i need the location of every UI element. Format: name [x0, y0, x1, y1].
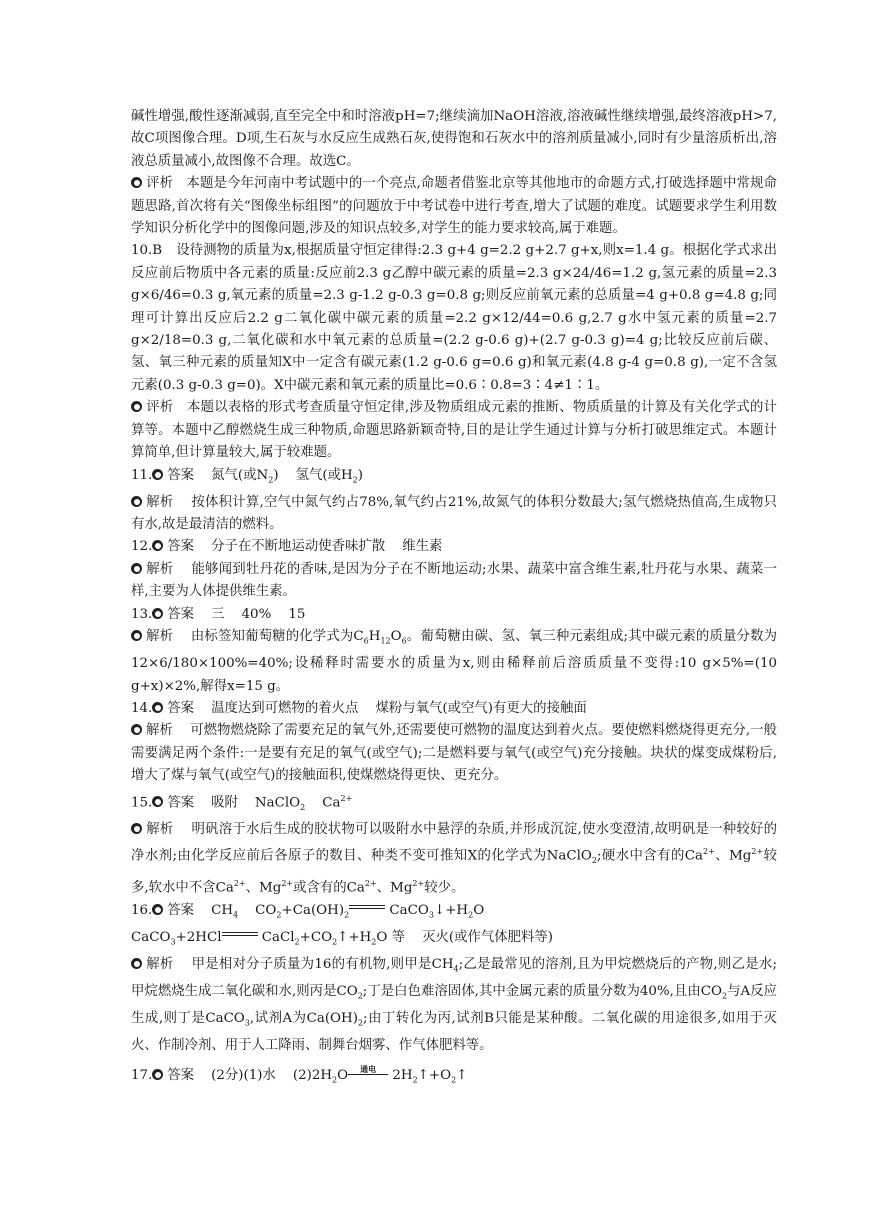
marker-icon [152, 702, 163, 713]
question-14-answer: 14. 答案 温度达到可燃物的着火点 煤粉与氧气(或空气)有更大的接触面 [131, 700, 587, 716]
question-12-answer: 12. 答案 分子在不断地运动使香味扩散 维生素 [131, 539, 443, 555]
question-12-analysis: 解析 能够闻到牡丹花的香味,是因为分子在不断地运动;水果、蔬菜中富含维生素,牡丹花与水果、蔬菜一样,主要为人体提供维生素。 [131, 561, 778, 600]
marker-icon [152, 540, 163, 551]
question-14-analysis: 解析 可燃物燃烧除了需要充足的氧气外,还需要使可燃物的温度达到着火点。要使燃料燃烧得更充分,一般需要满足两个条件:一是要有充足的氧气(或空气);二是燃料要与氧气(或空气)充分接触。块状的煤变成煤粉后,增大了煤与氧气(或空气)的接触面积,使煤燃烧得更快、更充分。 [131, 723, 778, 784]
question-16-answer: 16. 答案 $CH_4$ $CO_2+Ca(OH)_2$ $CaCO_3↓+H_2O$ CaCO$_3$+2HCl $CaCl_2+CO_2↑+H_2O$ 等 灭火(或作气体肥料等) [131, 902, 554, 947]
question-13-answer: 13. 答案 三 40% 15 [131, 606, 306, 622]
marker-icon [152, 608, 163, 619]
marker-icon [131, 563, 142, 574]
marker-icon [152, 469, 163, 480]
review-2: 评析 本题以表格的形式考查质量守恒定律,涉及物质组成元素的推断、物质质量的计算及有关化学式的计算等。本题中乙醇燃烧生成三种物质,命题思路新颖奇特,目的是让学生通过计算与分析打破思维定式。本题计算简单,但计算量较大,属于较难题。 [131, 400, 777, 461]
reaction-arrow: 通电 [348, 1066, 388, 1080]
equals-sign-icon [222, 930, 258, 940]
question-11-answer: 11. 答案 氮气(或$N_2$) 氢气(或$H_2$) [131, 467, 363, 485]
question-10: 10.B 设待测物的质量为x,根据质量守恒定律得:2.3 g+4 g=2.2 g+2.7 g+x,则x=1.4 g。根据化学式求出反应前后物质中各元素的质量:反应前2.3 g乙醇中碳元素的质量=2.3 g×24/46=1.2 g,氢元素的质量=2.3 g×6/46=0.3 g,氧元素的质量=2.3 g-1.2 g-0.3 g=0.8 g;则反应前氧元素的总质量=4 g+0.8 g=4.8 g;同理可计算出反应后2.2 g二氧化碳中碳元素的质量=2.2 g×12/44=0.6 g,2.7 g水中氢元素的质量=2.7 g×2/18=0.3 g,二氧化碳和水中氧元素的总质量=(2.2 g-0.6 g)+(2.7 g-0.3 g)=4 g;比较反应前后碳、氢、氧三种元素的质量知X中一定含有碳元素(1.2 g-0.6 g=0.6 g)和氧元素(4.8 g-4 g=0.8 g),一定不含氢元素(0.3 g-0.3 g=0)。X中碳元素和氧元素的质量比=0.6∶0.8=3∶4≠1∶1。 [131, 243, 777, 393]
question-15-analysis: 解析 明矾溶于水后生成的胶状物可以吸附水中悬浮的杂质,并形成沉淀,使水变澄清,故明矾是一种较好的净水剂;由化学反应前后各原子的数目、种类不变可推知X的化学式为NaClO$_2$;硬水中含有的$Ca^{2+}$、$Mg^{2+}$较多,软水中不含$Ca^{2+}$、$Mg^{2+}$或含有的$Ca^{2+}$、$Mg^{2+}$较少。 [131, 822, 777, 896]
marker-icon [152, 796, 163, 807]
marker-icon [152, 904, 163, 915]
question-17-answer: 17. 答案 (2分)(1)水 $(2)2H_2O$ 通电 $2H_2↑+O_2↑$ [131, 1063, 468, 1085]
question-15-answer: 15. 答案 吸附 NaClO$_2$ $Ca^{2+}$ [131, 793, 353, 812]
marker-icon [131, 823, 142, 834]
equals-sign-icon [349, 903, 385, 913]
question-11-analysis: 解析 按体积计算,空气中氮气约占78%,氧气约占21%,故氮气的体积分数最大;氢气燃烧热值高,生成物只有水,故是最清洁的燃料。 [131, 494, 778, 532]
marker-icon [131, 724, 142, 735]
marker-icon [131, 958, 142, 969]
marker-icon [131, 401, 142, 412]
marker-icon [131, 630, 142, 641]
answer-page [131, 106, 777, 1092]
question-13-analysis: 解析 由标签知葡萄糖的化学式为$C_6H_{12}O_6$。葡萄糖由碳、氢、氧三种元素组成;其中碳元素的质量分数为12×6/180×100%=40%;设稀释时需要水的质量为x,则由稀释前后溶质质量不变得:10 g×5%=(10 g+x)×2%,解得x=15 g。 [131, 629, 778, 694]
question-16-analysis: 解析 甲是相对分子质量为16的有机物,则甲是$CH_4$;乙是最常见的溶剂,且为甲烷燃烧后的产物,则乙是水;甲烷燃烧生成二氧化碳和水,则丙是$CO_2$;丁是白色难溶固体,其中金属元素的质量分数为40%,且由$CO_2$与A反应生成,则丁是CaCO$_3$,试剂A为$Ca(OH)_2$;由丁转化为丙,试剂B只能是某种酸。二氧化碳的用途很多,如用于灭火、作制冷剂、用于人工降雨、制舞台烟雾、作气体肥料等。 [131, 957, 777, 1054]
marker-icon [131, 177, 142, 188]
marker-icon [152, 1069, 163, 1080]
review-1: 评析 本题是今年河南中考试题中的一个亮点,命题者借鉴北京等其他地市的命题方式,打破选择题中常规命题思路,首次将有关“图像坐标组图”的问题放于中考试卷中进行考查,增大了试题的难度。试题要求学生利用数学知识分析化学中的图像问题,涉及的知识点较多,对学生的能力要求较高,属于难题。 [131, 176, 777, 237]
marker-icon [131, 496, 142, 507]
para-continuation: 碱性增强,酸性逐渐减弱,直至完全中和时溶液pH=7;继续滴加NaOH溶液,溶液碱性继续增强,最终溶液pH>7,故C项图像合理。D项,生石灰与水反应生成熟石灰,使得饱和石灰水中的溶剂质量减小,同时有少量溶质析出,溶液总质量减小,故图像不合理。故选C。 [131, 109, 777, 169]
